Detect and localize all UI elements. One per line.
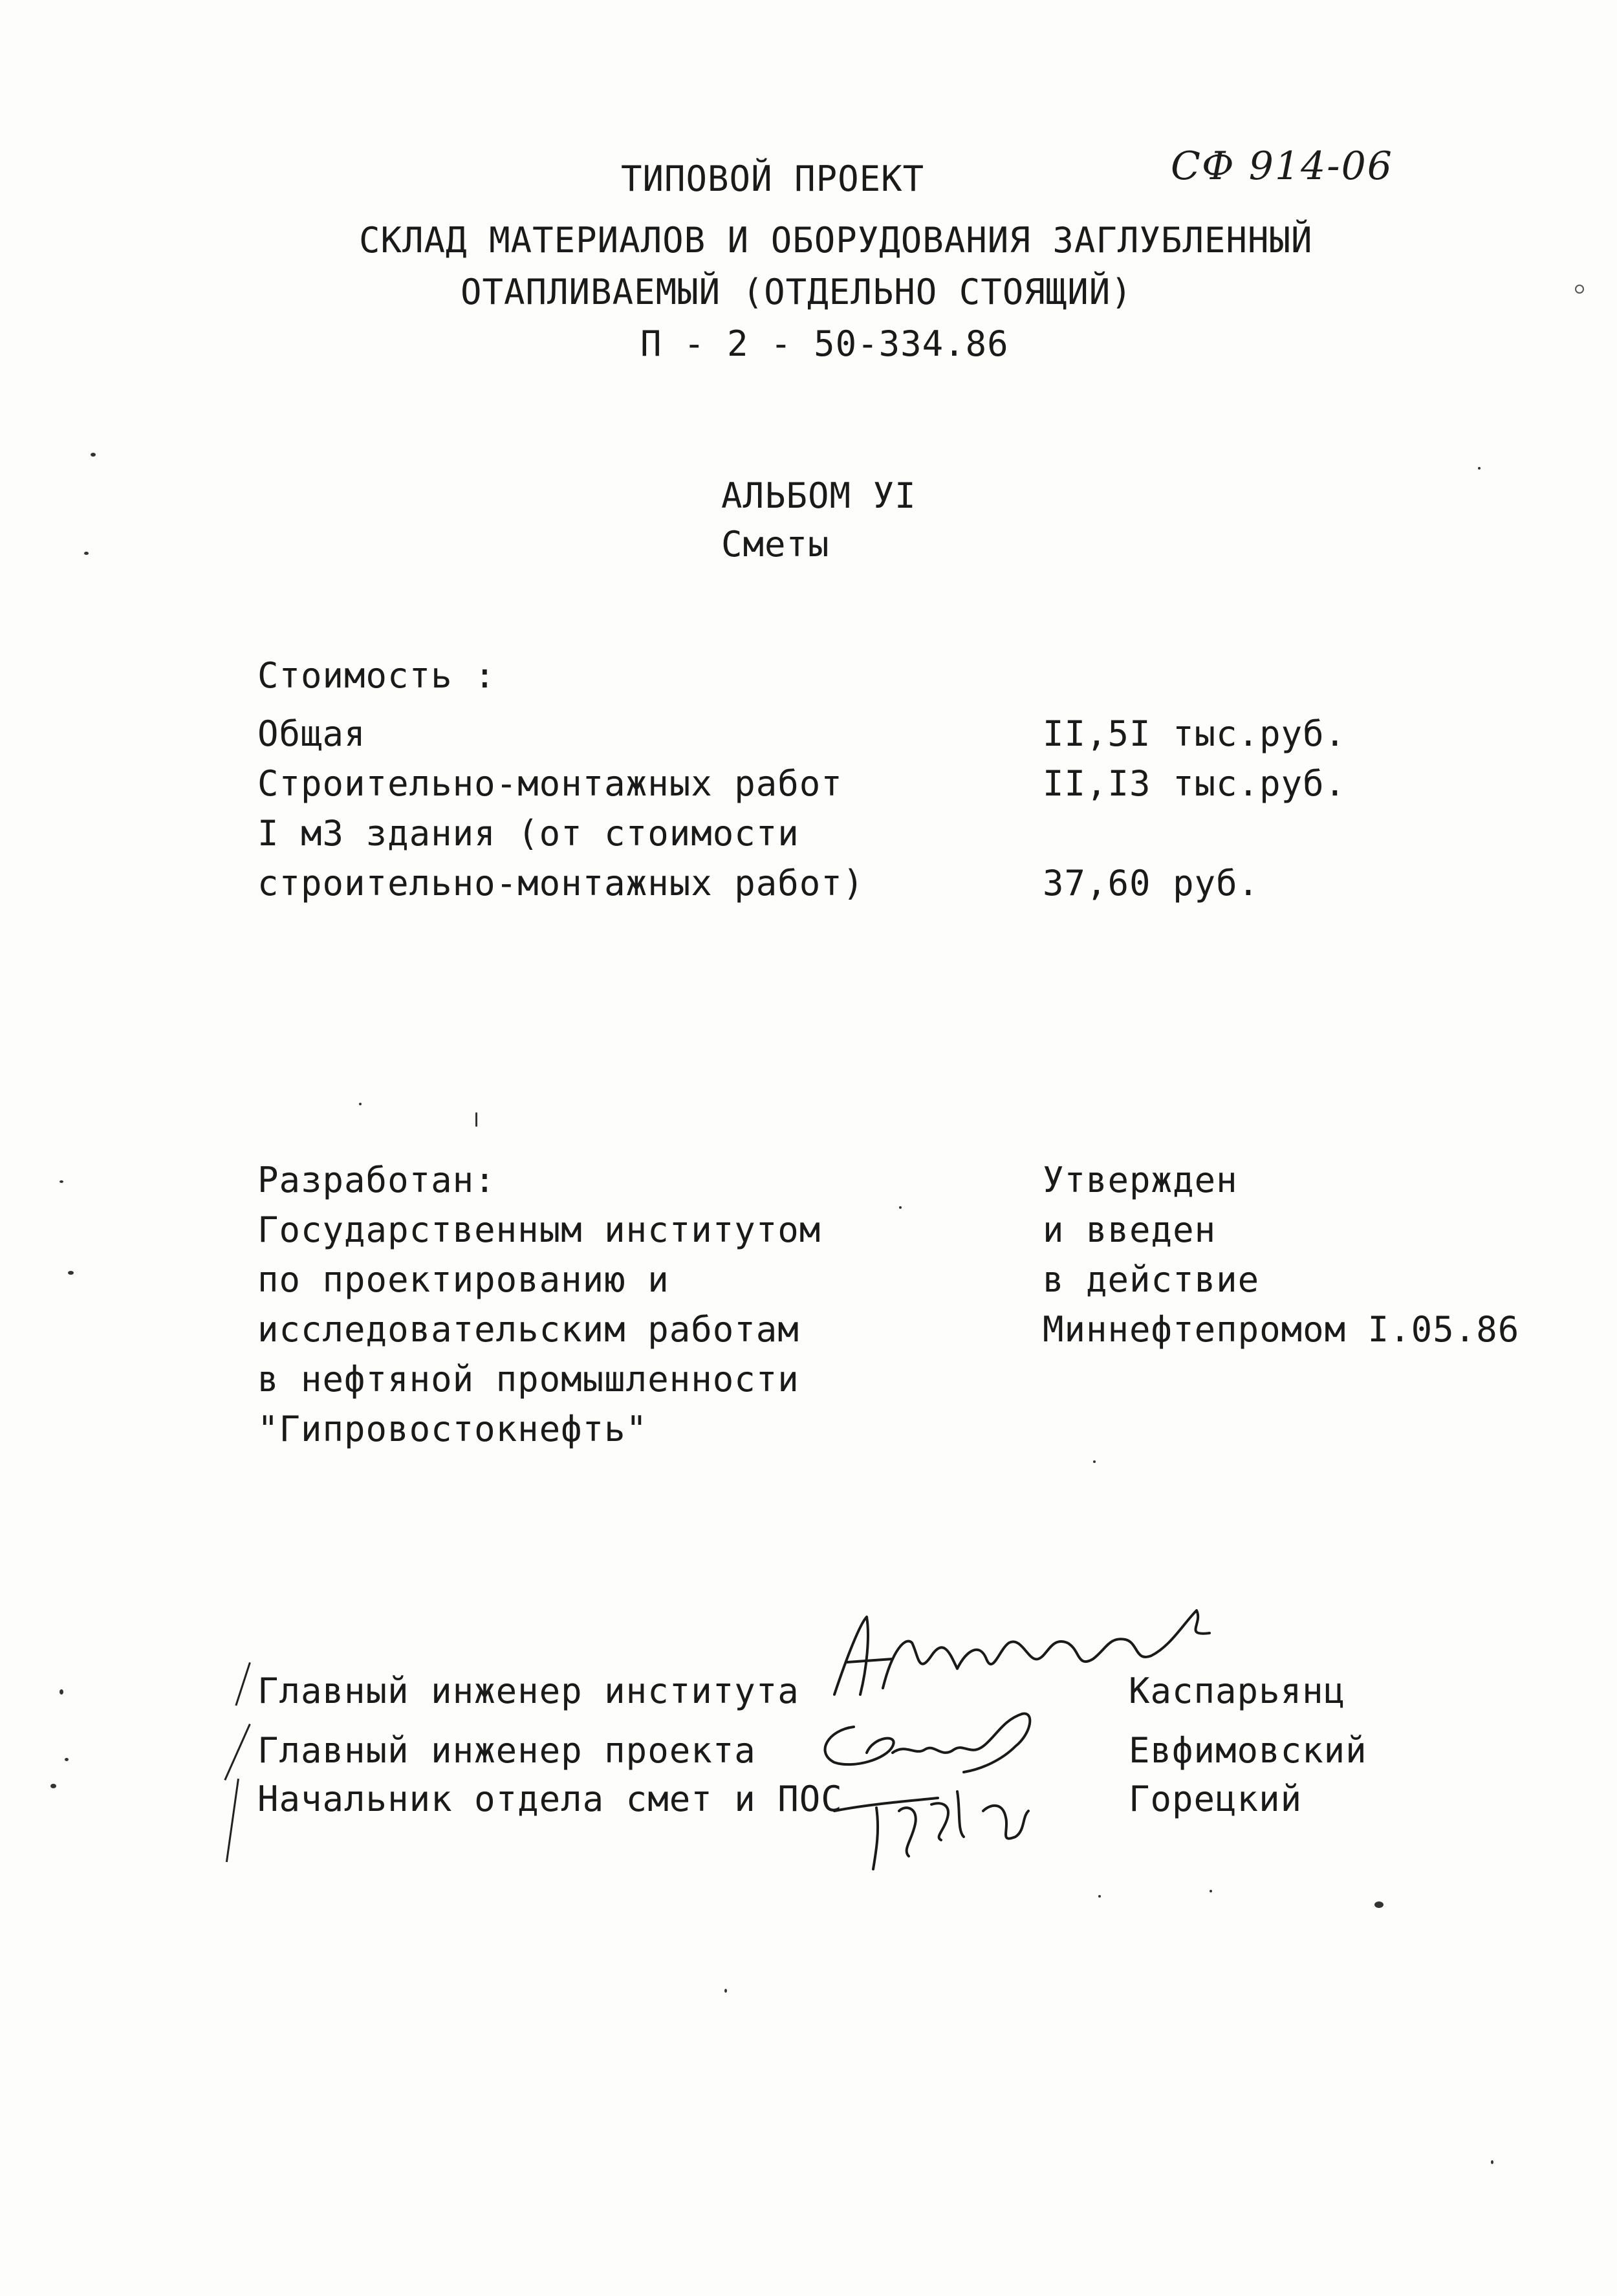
scan-speck	[1210, 1890, 1212, 1892]
scan-speck	[91, 453, 96, 457]
developed-line: "Гипровостокнефть"	[257, 1409, 648, 1449]
cost-row-label: Общая	[257, 713, 366, 754]
scan-speck	[1093, 1460, 1096, 1463]
cost-row-value: II,I3 тыс.руб.	[1043, 763, 1347, 804]
approved-line: Миннефтепромом I.05.86	[1043, 1309, 1520, 1350]
signatory-name: Каспарьянц	[1129, 1671, 1346, 1711]
scan-speck	[475, 1112, 477, 1127]
signatory-role: Главный инженер института	[257, 1671, 799, 1711]
signatory-role: Начальник отдела смет и ПОС	[257, 1779, 843, 1819]
developed-line: Разработан:	[257, 1160, 496, 1200]
album-title: АЛЬБОМ УI	[721, 475, 917, 516]
scan-speck	[84, 552, 89, 555]
approved-line: в действие	[1043, 1259, 1260, 1300]
scan-speck	[724, 1989, 727, 1993]
scan-speck	[65, 1758, 69, 1761]
developed-line: исследовательским работам	[257, 1309, 799, 1350]
signatory-name: Горецкий	[1129, 1779, 1303, 1819]
developed-line: по проектированию и	[257, 1259, 669, 1300]
scan-speck	[1491, 2160, 1493, 2164]
developed-line: Государственным институтом	[257, 1209, 821, 1250]
scan-speck	[68, 1271, 74, 1275]
project-code: СФ 914-06	[1171, 144, 1393, 189]
signatory-role: Главный инженер проекта	[257, 1730, 756, 1771]
scan-speck	[60, 1180, 63, 1183]
cost-row-value: II,5I тыс.руб.	[1043, 713, 1347, 754]
scan-speck	[1575, 285, 1584, 294]
scan-speck	[1098, 1895, 1101, 1898]
scan-speck	[1374, 1901, 1384, 1908]
tick-mark	[224, 1724, 250, 1781]
cost-heading: Стоимость :	[257, 655, 496, 696]
cost-row-value: 37,60 руб.	[1043, 863, 1260, 904]
album-subtitle: Сметы	[721, 524, 830, 565]
project-type-label: ТИПОВОЙ ПРОЕКТ	[621, 158, 925, 199]
cost-row-label: строительно-монтажных работ)	[257, 863, 865, 904]
cost-row-label: I м3 здания (от стоимости	[257, 813, 799, 854]
scan-speck	[1478, 467, 1481, 470]
scan-speck	[50, 1784, 56, 1788]
scan-speck	[359, 1103, 362, 1105]
signature-3	[828, 1766, 1041, 1876]
signature-1	[821, 1597, 1222, 1707]
scan-speck	[899, 1206, 902, 1209]
tick-mark	[226, 1779, 239, 1862]
approved-line: Утвержден	[1043, 1160, 1238, 1200]
developed-line: в нефтяной промышленности	[257, 1359, 799, 1400]
cost-row-label: Строительно-монтажных работ	[257, 763, 843, 804]
approved-line: и введен	[1043, 1209, 1217, 1250]
project-title-line2: ОТАПЛИВАЕМЫЙ (ОТДЕЛЬНО СТОЯЩИЙ)	[461, 272, 1133, 312]
signatory-name: Евфимовский	[1129, 1730, 1367, 1771]
project-title-line1: СКЛАД МАТЕРИАЛОВ И ОБОРУДОВАНИЯ ЗАГЛУБЛЕННЫЙ	[359, 220, 1313, 261]
tick-mark	[235, 1662, 250, 1706]
scan-speck	[60, 1689, 63, 1695]
project-number: П - 2 - 50-334.86	[640, 323, 1009, 364]
